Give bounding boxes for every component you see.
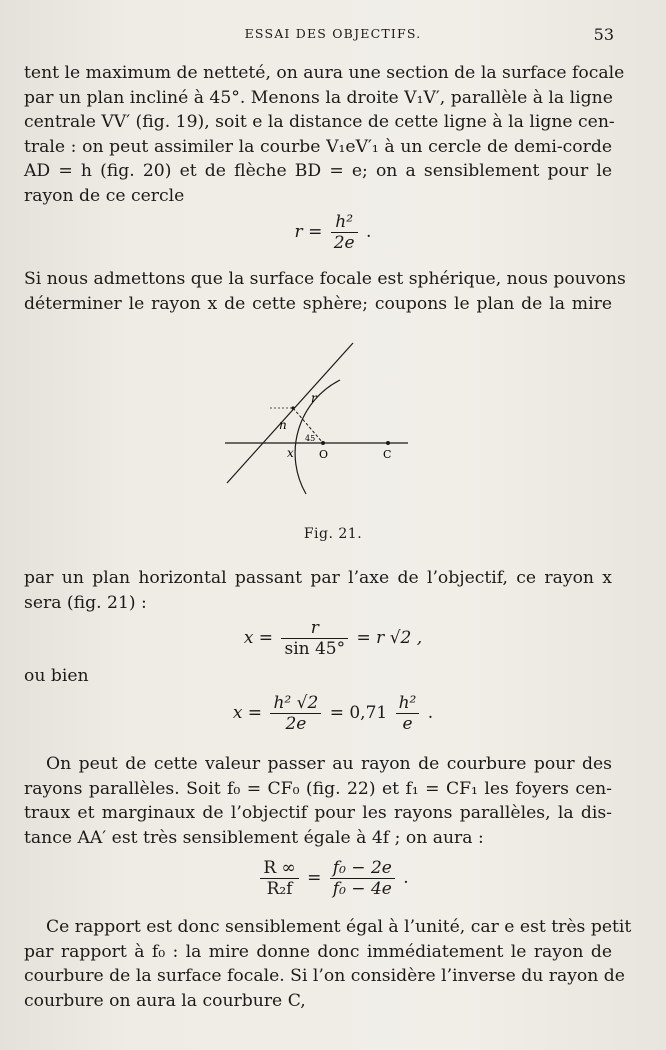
figure-21	[215, 338, 415, 513]
text-line: Si nous admettons que la surface focale est sphérique, nous pouvons	[24, 269, 626, 289]
formula-radius	[0, 212, 666, 253]
fraction	[330, 858, 395, 899]
numerator: R ∞	[260, 858, 298, 879]
numerator: h² √2	[270, 693, 321, 714]
page-header	[0, 26, 666, 46]
numerator: r	[281, 618, 348, 639]
text-line: tent le maximum de netteté, on aura une section de la surface focale	[24, 63, 625, 83]
text-line: trale : on peut assimiler la courbe V₁eV′₁ à un cercle de demi-corde	[24, 136, 612, 157]
fraction	[260, 858, 298, 899]
formula-rhs: = r √2 ,	[356, 628, 423, 648]
fraction	[270, 693, 321, 734]
formula-tail: .	[403, 868, 409, 888]
formula-mid: = 0,71	[329, 703, 388, 723]
inclined-line	[227, 343, 353, 483]
text-line: sera (fig. 21) :	[24, 592, 147, 613]
formula-eq: =	[307, 868, 322, 888]
label-r: r	[311, 391, 317, 405]
text-line: tance AA′ est très sensiblement égale à 4f ; on aura :	[24, 827, 484, 848]
paragraph-1	[24, 61, 625, 208]
label-c: C	[383, 448, 392, 461]
formula-lhs: r =	[294, 222, 323, 242]
point-n	[291, 406, 294, 409]
denominator: 2e	[285, 714, 307, 734]
page-number: 53	[593, 25, 614, 44]
formula-sphere-radius-alt	[0, 693, 666, 734]
text-line: par un plan incliné à 45°. Menons la droite V₁V′, parallèle à la ligne	[24, 87, 613, 108]
fraction	[331, 212, 358, 253]
point-o	[321, 441, 325, 445]
ou-bien-text: ou bien	[24, 666, 89, 686]
numerator: h²	[331, 212, 358, 233]
text-line: AD = h (fig. 20) et de flèche BD = e; on a sensiblement pour le	[24, 161, 612, 181]
label-angle: 45	[305, 434, 316, 443]
denominator: 2e	[333, 233, 355, 253]
text-line: rayons parallèles. Soit f₀ = CF₀ (fig. 22) et f₁ = CF₁ les foyers cen-	[24, 778, 612, 799]
formula-tail: .	[427, 703, 434, 723]
denominator: sin 45°	[284, 639, 346, 659]
formula-tail: .	[366, 222, 372, 242]
text-line: courbure de la surface focale. Si l’on considère l’inverse du rayon de	[24, 966, 625, 986]
text-line: par rapport à f₀ : la mire donne donc immédiatement le rayon de	[24, 941, 612, 962]
fraction	[281, 618, 348, 659]
text-line: par un plan horizontal passant par l’axe de l’objectif, ce rayon x	[24, 568, 612, 588]
figure-21-diagram	[215, 338, 415, 513]
figure-caption: Fig. 21.	[303, 526, 363, 542]
text-line: traux et marginaux de l’objectif pour les rayons parallèles, la dis-	[24, 803, 612, 823]
text-line: On peut de cette valeur passer au rayon de courbure pour des	[46, 754, 612, 774]
text-line: déterminer le rayon x de cette sphère; coupons le plan de la mire	[24, 293, 612, 314]
label-x: x	[287, 446, 294, 460]
paragraph-3	[24, 566, 612, 615]
denominator: e	[402, 714, 413, 734]
formula-lhs: x =	[232, 703, 263, 723]
paragraph-5	[24, 915, 632, 1013]
running-head: ESSAI DES OBJECTIFS.	[244, 26, 422, 41]
text-line: centrale VV′ (fig. 19), soit e la distance de cette ligne à la ligne cen-	[24, 112, 615, 132]
text-line: rayon de ce cercle	[24, 185, 185, 206]
formula-sphere-radius	[0, 618, 666, 659]
text-line: Ce rapport est donc sensiblement égal à l’unité, car e est très petit	[46, 917, 632, 937]
denominator: f₀ − 4e	[332, 879, 392, 899]
point-c	[386, 441, 390, 445]
formula-lhs: x =	[243, 628, 274, 648]
paragraph-2	[24, 267, 626, 316]
fraction	[396, 693, 420, 734]
label-n: n	[279, 418, 287, 432]
numerator: h²	[396, 693, 420, 714]
denominator: R₂f	[266, 879, 293, 899]
label-o: O	[319, 448, 329, 461]
formula-ratio	[0, 858, 666, 899]
numerator: f₀ − 2e	[330, 858, 395, 879]
text-line: courbure on aura la courbure C,	[24, 990, 306, 1011]
paragraph-4	[24, 752, 612, 850]
